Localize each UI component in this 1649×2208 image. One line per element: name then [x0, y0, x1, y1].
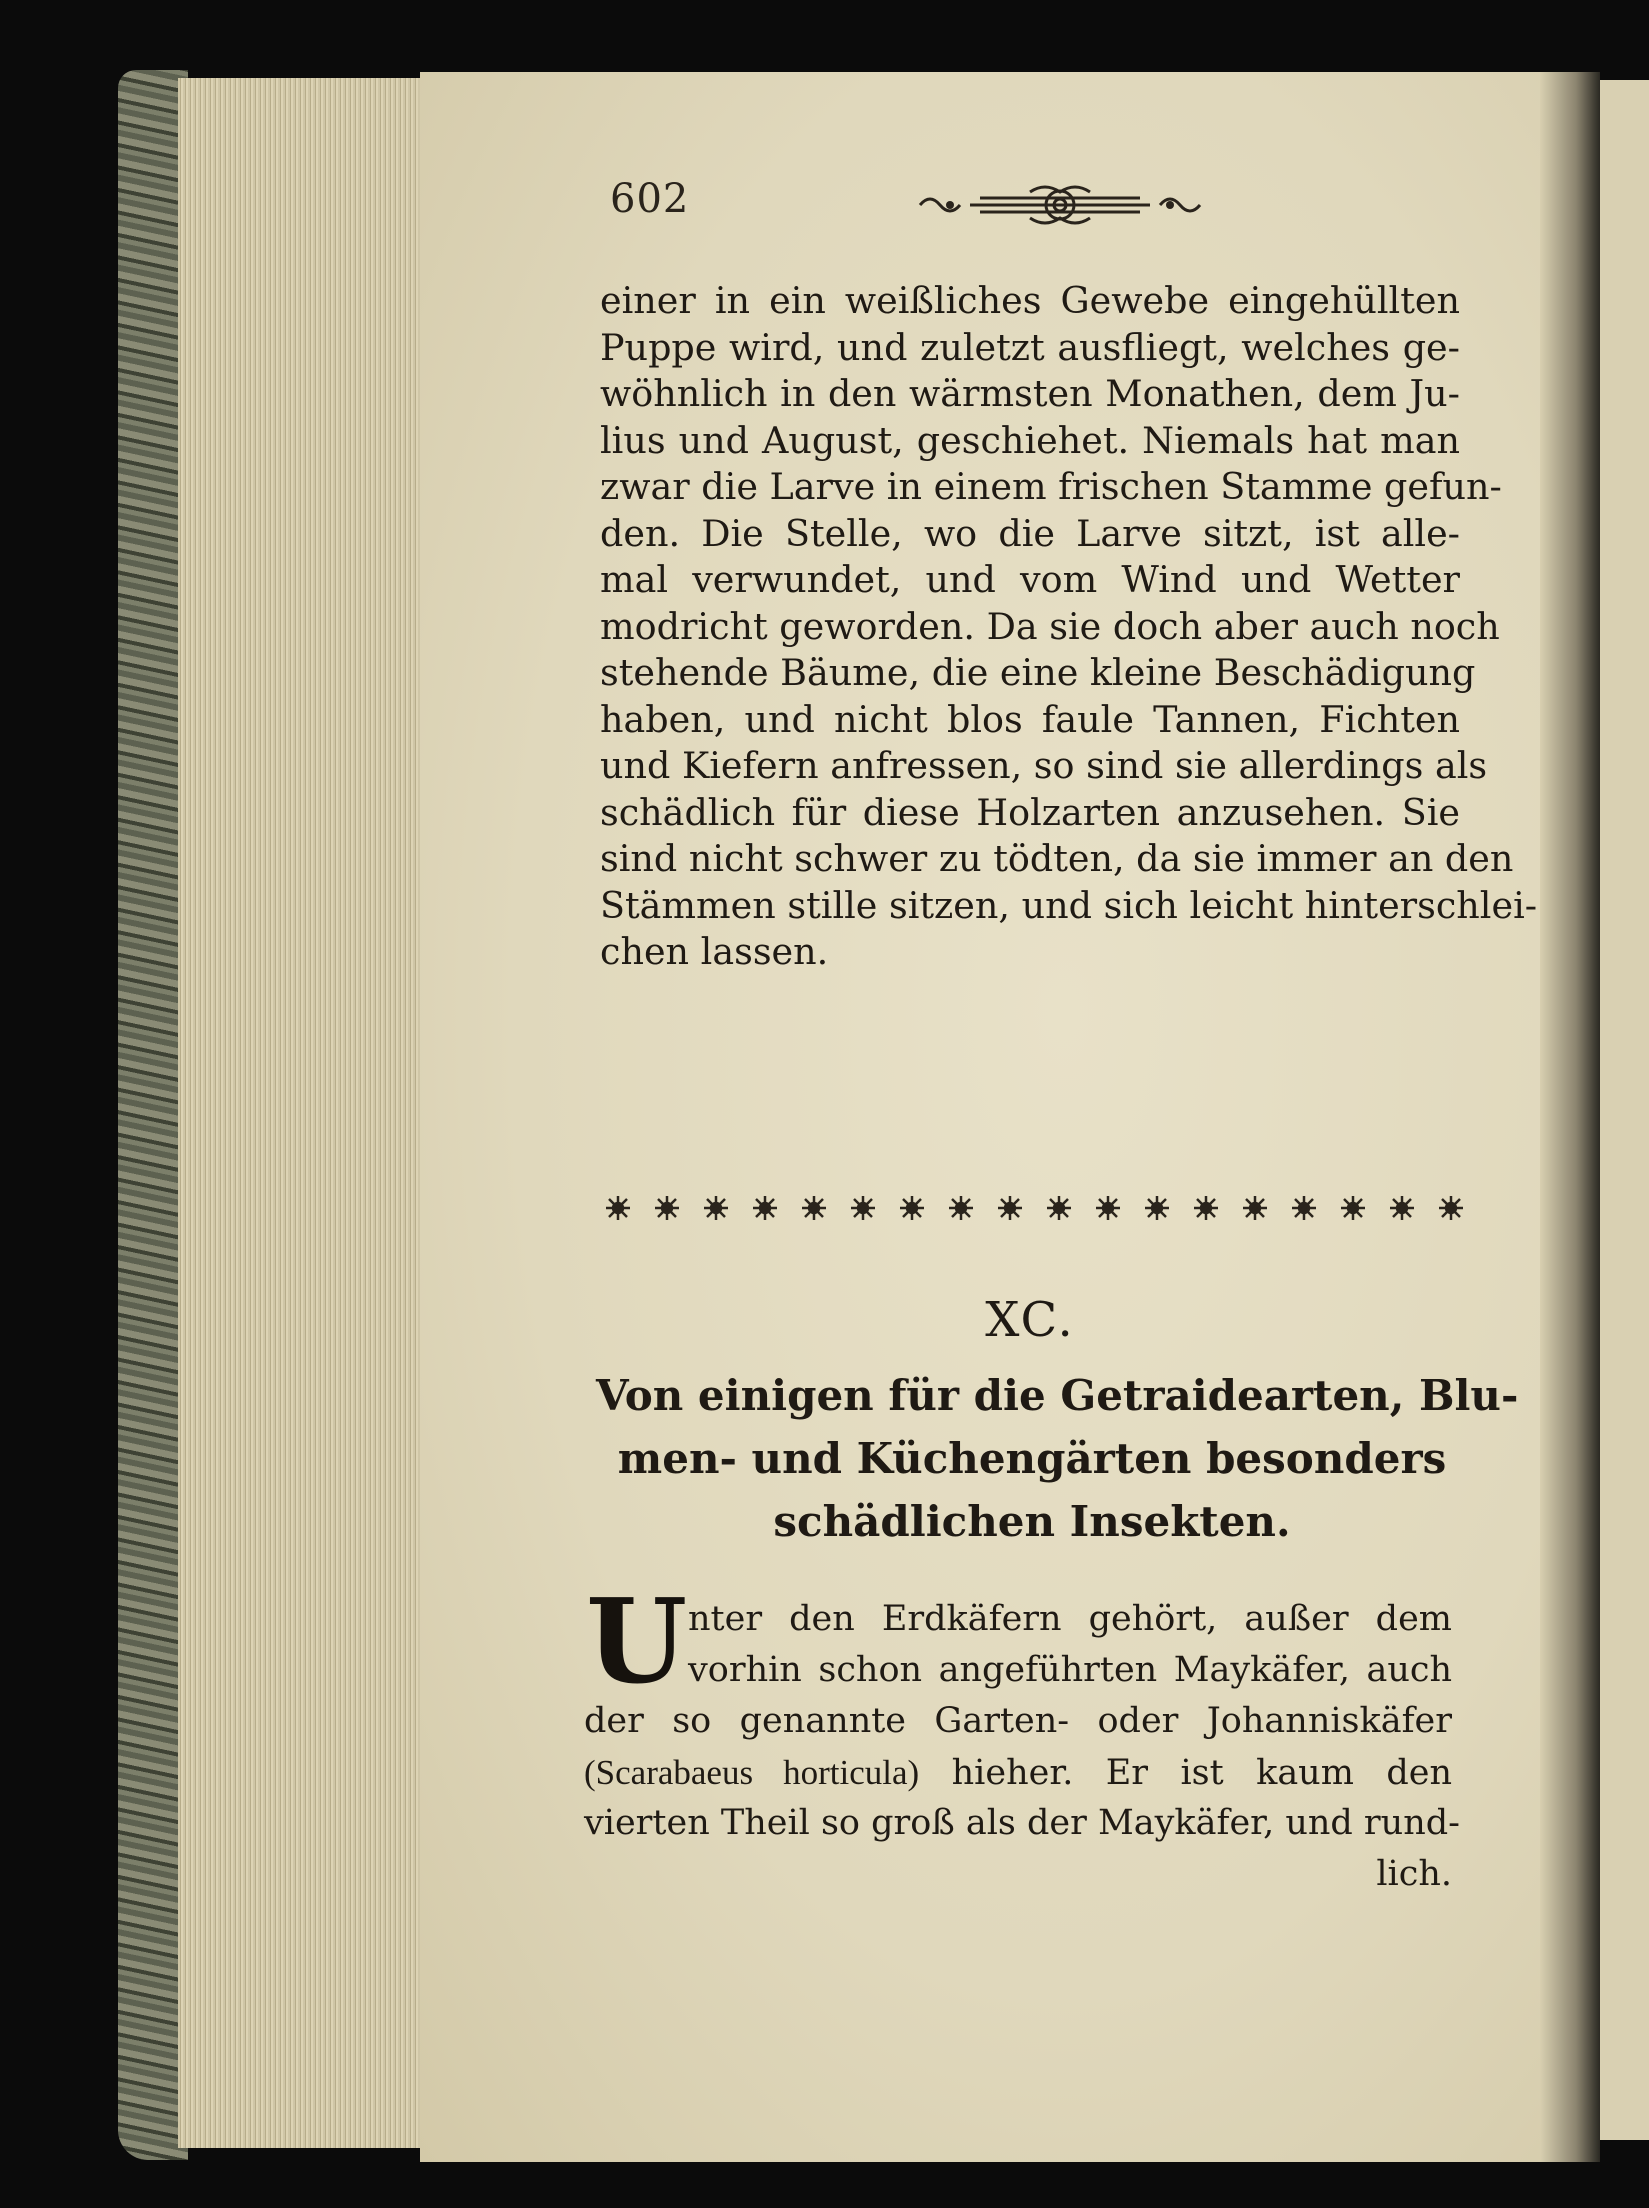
- ornament-flower-icon: [802, 1196, 826, 1220]
- chapter-title-line: Von einigen für die Getraidearten, Blu-: [596, 1371, 1519, 1420]
- ornament-flower-icon: [753, 1196, 777, 1220]
- ornament-flower-icon: [655, 1196, 679, 1220]
- text-line: wöhnlich in den wärmsten Monathen, dem Ju-: [600, 372, 1460, 415]
- text-line: stehende Bäume, die eine kleine Beschädigung: [600, 651, 1476, 694]
- text-line: und Kiefern anfressen, so sind sie allerdings als: [600, 744, 1488, 787]
- text-line: nter den Erdkäfern gehört, außer dem: [688, 1599, 1452, 1639]
- text-line: einer in ein weißliches Gewebe eingehüllten: [600, 279, 1460, 322]
- ornament-flower-icon: [1243, 1196, 1267, 1220]
- ornament-flower-icon: [851, 1196, 875, 1220]
- chapter-title: [596, 1364, 1519, 1553]
- chapter-number: XC.: [985, 1292, 1075, 1348]
- ornament-flower-icon: [1439, 1196, 1463, 1220]
- drop-cap: U: [586, 1574, 688, 1710]
- text-line: schädlich für diese Holzarten anzusehen. Sie: [600, 790, 1460, 834]
- latin-name: (Scarabaeus horticula): [584, 1753, 920, 1792]
- text-line: vierten Theil so groß als der Maykäfer, und rund-: [584, 1803, 1460, 1843]
- ornament-flower-icon: [704, 1196, 728, 1220]
- chapter-title-line: men- und Küchengärten besonders: [617, 1434, 1447, 1483]
- text-line: [584, 1747, 1452, 1798]
- text-line: mal verwundet, und vom Wind und Wetter: [600, 558, 1460, 601]
- ornament-flower-icon: [949, 1196, 973, 1220]
- text-line: chen lassen.: [600, 930, 829, 973]
- ornament-flower-icon: [606, 1196, 630, 1220]
- ornament-flower-icon: [900, 1196, 924, 1220]
- ornament-flower-icon: [1047, 1196, 1071, 1220]
- ornament-flower-icon: [1292, 1196, 1316, 1220]
- page-edges: [178, 78, 428, 2148]
- chapter-title-line: schädlichen Insekten.: [773, 1497, 1291, 1546]
- facing-page-edge: [1600, 80, 1649, 2140]
- body-text: [600, 278, 1538, 976]
- gutter-shadow: [1540, 72, 1600, 2162]
- ornament-flower-icon: [1341, 1196, 1365, 1220]
- chapter-paragraph: [584, 1574, 1460, 1900]
- header-ornament-icon: [910, 180, 1210, 230]
- text-line: zwar die Larve in einem frischen Stamme gefun-: [600, 465, 1502, 508]
- page-number: 602: [610, 176, 690, 222]
- text-line: Stämmen stille sitzen, und sich leicht hinterschlei-: [600, 883, 1538, 927]
- ornament-flower-icon: [1145, 1196, 1169, 1220]
- text-fragment: hieher. Er ist kaum den: [919, 1753, 1453, 1793]
- ornamental-rule-icon: [596, 1188, 1476, 1228]
- text-line: modricht geworden. Da sie doch aber auch noch: [600, 604, 1500, 648]
- text-line: den. Die Stelle, wo die Larve sitzt, ist alle-: [600, 511, 1460, 555]
- ornament-flower-icon: [1096, 1196, 1120, 1220]
- text-line: lich.: [1376, 1854, 1452, 1894]
- text-line: vorhin schon angeführten Maykäfer, auch: [688, 1650, 1452, 1690]
- ornament-flower-icon: [1194, 1196, 1218, 1220]
- ornament-flower-icon: [1390, 1196, 1414, 1220]
- page-header: [610, 176, 1330, 236]
- text-line: lius und August, geschiehet. Niemals hat man: [600, 418, 1460, 462]
- text-line: Puppe wird, und zuletzt ausfliegt, welches ge-: [600, 325, 1460, 369]
- ornament-flower-icon: [998, 1196, 1022, 1220]
- text-line: haben, und nicht blos faule Tannen, Fichten: [600, 697, 1460, 741]
- text-line: der so genannte Garten- oder Johanniskäfer: [584, 1701, 1452, 1741]
- text-line: sind nicht schwer zu tödten, da sie immer an den: [600, 837, 1514, 880]
